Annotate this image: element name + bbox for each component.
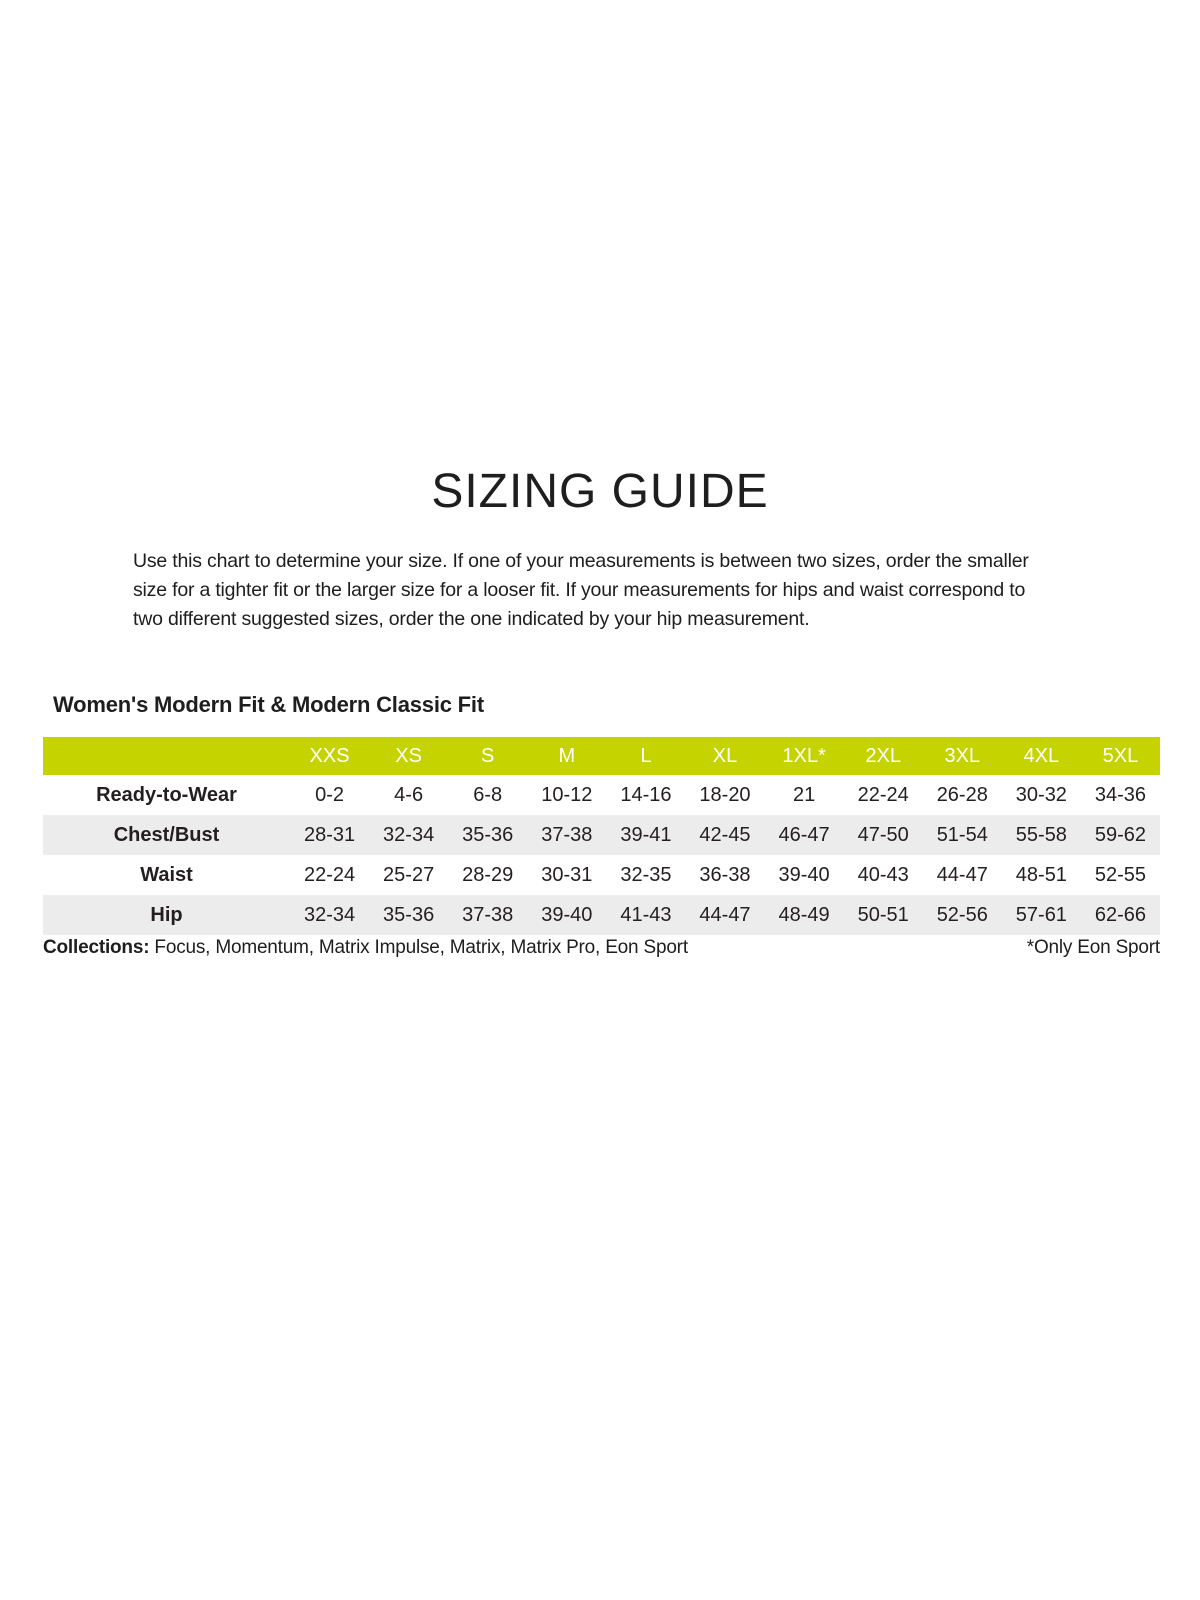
table-row-chest-bust <box>43 815 1160 855</box>
size-value: 52-55 <box>1094 863 1147 886</box>
page-title: SIZING GUIDE <box>431 465 769 518</box>
size-value: 42-45 <box>699 823 751 846</box>
size-value: 37-38 <box>462 903 514 926</box>
size-value: 55-58 <box>1015 823 1067 846</box>
size-value: 39-40 <box>778 863 830 886</box>
size-value: 18-20 <box>699 783 751 806</box>
size-value: 32-35 <box>620 863 672 886</box>
header-cell: 4XL <box>1023 744 1060 767</box>
size-value: 62-66 <box>1094 903 1147 926</box>
collections-list: Focus, Momentum, Matrix Impulse, Matrix, Matrix Pro, Eon Sport <box>149 937 688 958</box>
collections-footer <box>43 937 1160 959</box>
intro-line: Use this chart to determine your size. If one of your measurements is between two sizes, order the smaller <box>133 550 1029 572</box>
size-value: 50-51 <box>857 903 909 926</box>
collections-text <box>43 937 688 959</box>
size-value: 40-43 <box>857 863 909 886</box>
size-value: 25-27 <box>383 863 435 886</box>
size-value: 39-40 <box>541 903 593 926</box>
size-value: 30-31 <box>541 863 593 886</box>
section-heading: Women's Modern Fit & Modern Classic Fit <box>53 692 484 717</box>
table-row-waist <box>43 855 1160 895</box>
size-value: 44-47 <box>699 903 751 926</box>
intro-line: two different suggested sizes, order the one indicated by your hip measurement. <box>133 608 810 630</box>
row-label: Chest/Bust <box>113 823 220 846</box>
header-cell: 3XL <box>944 744 981 767</box>
row-label: Hip <box>150 903 183 926</box>
size-value: 41-43 <box>620 903 672 926</box>
size-value: 39-41 <box>620 823 672 846</box>
row-label: Ready-to-Wear <box>96 783 237 806</box>
header-cell: S <box>481 744 495 767</box>
header-cell: XS <box>395 744 422 767</box>
intro-line: size for a tighter fit or the larger size for a looser fit. If your measurements for hips and waist correspond to <box>133 579 1026 601</box>
size-value: 35-36 <box>462 823 514 846</box>
size-value: 22-24 <box>303 863 356 886</box>
size-value: 4-6 <box>394 783 424 806</box>
size-value: 47-50 <box>857 823 909 846</box>
table-header-row <box>43 737 1160 775</box>
size-value: 14-16 <box>620 783 672 806</box>
header-cell: 2XL <box>865 744 901 767</box>
size-value: 37-38 <box>541 823 593 846</box>
header-cell: XXS <box>309 744 350 767</box>
row-label: Waist <box>140 863 193 886</box>
size-value: 52-56 <box>936 903 988 926</box>
size-value: 22-24 <box>857 783 909 806</box>
size-value: 36-38 <box>699 863 751 886</box>
size-value: 21 <box>792 783 816 806</box>
size-value: 30-32 <box>1015 783 1067 806</box>
size-value: 48-49 <box>778 903 830 926</box>
size-value: 46-47 <box>778 823 830 846</box>
header-cell: M <box>558 744 576 767</box>
size-value: 34-36 <box>1094 783 1147 806</box>
size-value: 57-61 <box>1015 903 1067 926</box>
size-value: 44-47 <box>936 863 988 886</box>
header-cell: 1XL* <box>782 744 826 767</box>
size-value: 10-12 <box>541 783 593 806</box>
size-value: 32-34 <box>303 903 356 926</box>
size-value: 6-8 <box>473 783 503 806</box>
intro-paragraph <box>133 547 1073 634</box>
size-table <box>43 737 1160 935</box>
size-value: 59-62 <box>1094 823 1147 846</box>
table-row-ready-to-wear <box>43 775 1160 815</box>
size-value: 28-29 <box>462 863 514 886</box>
size-value: 35-36 <box>383 903 435 926</box>
size-value: 51-54 <box>936 823 988 846</box>
size-value: 32-34 <box>383 823 435 846</box>
size-value: 26-28 <box>936 783 988 806</box>
size-value: 48-51 <box>1015 863 1067 886</box>
size-value: 0-2 <box>315 783 344 806</box>
header-cell: 5XL <box>1102 744 1139 767</box>
table-row-hip <box>43 895 1160 935</box>
header-cell: L <box>640 744 652 767</box>
size-value: 28-31 <box>303 823 356 846</box>
collections-label: Collections: <box>43 937 150 958</box>
header-cell: XL <box>712 744 738 767</box>
footnote-only-eon-sport: *Only Eon Sport <box>1026 937 1160 958</box>
